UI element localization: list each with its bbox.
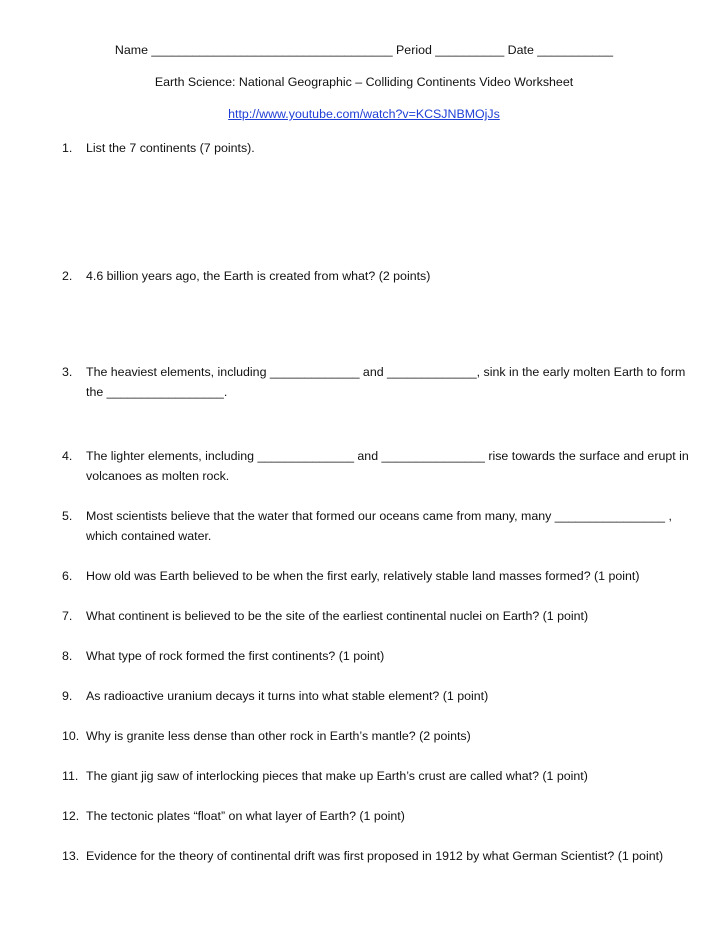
question-number: 9. — [62, 689, 73, 703]
question-text: As radioactive uranium decays it turns into what stable element? (1 point) — [86, 689, 489, 703]
question-number: 8. — [62, 649, 73, 663]
question-item — [62, 138, 702, 158]
question-number: 1. — [62, 141, 73, 155]
question-text: List the 7 continents (7 points). — [86, 141, 255, 155]
question-item — [62, 726, 702, 746]
question-text: Why is granite less dense than other rock in Earth’s mantle? (2 points) — [86, 729, 471, 743]
question-number: 5. — [62, 509, 73, 523]
question-item — [62, 686, 702, 706]
question-number: 7. — [62, 609, 73, 623]
question-item — [62, 806, 702, 826]
video-link-container — [0, 107, 728, 121]
question-text: What type of rock formed the first continents? (1 point) — [86, 649, 385, 663]
question-item — [62, 566, 702, 586]
page-title: Earth Science: National Geographic – Colliding Continents Video Worksheet — [154, 75, 574, 89]
question-text: The heaviest elements, including _____________ and _____________, sink in the early molten Earth to form the _________________. — [86, 365, 689, 399]
question-item — [62, 766, 702, 786]
question-number: 10. — [62, 729, 80, 743]
question-item — [62, 606, 702, 626]
question-item — [62, 266, 702, 286]
question-text: The tectonic plates “float” on what layer of Earth? (1 point) — [86, 809, 405, 823]
question-number: 13. — [62, 849, 80, 863]
question-item — [62, 446, 702, 486]
question-text: The giant jig saw of interlocking pieces that make up Earth’s crust are called what? (1 point) — [86, 769, 588, 783]
question-number: 2. — [62, 269, 73, 283]
question-item — [62, 362, 702, 402]
student-info-line: Name ___________________________________ Period __________ Date ___________ — [114, 43, 614, 57]
question-text: How old was Earth believed to be when the first early, relatively stable land masses formed? (1 point) — [86, 569, 640, 583]
question-number: 12. — [62, 809, 80, 823]
question-item — [62, 506, 702, 546]
question-number: 6. — [62, 569, 73, 583]
question-number: 3. — [62, 365, 73, 379]
question-item — [62, 646, 702, 666]
question-text: Most scientists believe that the water that formed our oceans came from many, many ________________ , which contained water. — [86, 509, 676, 543]
question-text: Evidence for the theory of continental drift was first proposed in 1912 by what German Scientist? (1 point) — [86, 849, 664, 863]
question-text: 4.6 billion years ago, the Earth is created from what? (2 points) — [86, 269, 431, 283]
question-number: 4. — [62, 449, 73, 463]
video-link[interactable]: http://www.youtube.com/watch?v=KCSJNBMOjJs — [228, 107, 500, 121]
question-text: What continent is believed to be the site of the earliest continental nuclei on Earth? (1 point) — [86, 609, 589, 623]
question-item — [62, 846, 702, 866]
question-text: The lighter elements, including ______________ and _______________ rise towards the surface and erupt in volcanoes as molten rock. — [86, 449, 693, 483]
question-number: 11. — [62, 769, 79, 783]
